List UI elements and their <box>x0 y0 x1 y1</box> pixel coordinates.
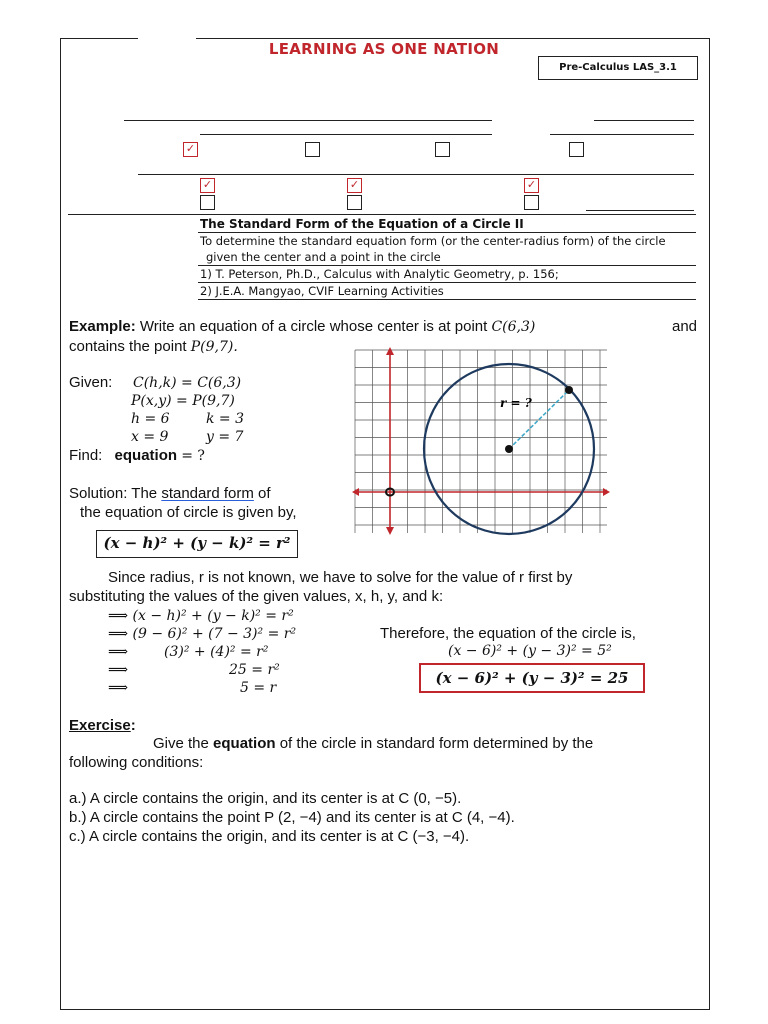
find-rest: = ? <box>181 448 205 464</box>
final-answer-box: (x − 6)² + (y − 3)² = 25 <box>419 663 645 693</box>
given-y: y = 7 <box>206 429 244 445</box>
page-title: LEARNING AS ONE NATION <box>268 40 500 58</box>
divider-line <box>138 174 694 175</box>
example-line-2-text: contains the point <box>69 338 187 355</box>
exercise-intro-line-2: following conditions: <box>69 754 204 771</box>
check-icon: ✓ <box>349 178 360 191</box>
exercise-intro-bold: equation <box>213 735 276 752</box>
objective-line-2: given the center and a point in the circle <box>206 250 441 264</box>
example-and: and <box>672 318 698 335</box>
lesson-title: The Standard Form of the Equation of a Circle II <box>200 217 524 231</box>
x-axis-right-arrow <box>603 488 610 496</box>
solution-the: The <box>131 485 158 502</box>
date-line <box>594 120 694 121</box>
solution-line-1 <box>69 485 271 502</box>
therefore-text: Therefore, the equation of the circle is, <box>380 625 636 642</box>
skill-checkbox-1[interactable] <box>200 178 215 193</box>
radius-paragraph-line-2: substituting the values of the given values, x, h, y, and k: <box>69 588 444 605</box>
solution-of: of <box>258 485 271 502</box>
given-center: C(h,k) = C(6,3) <box>133 375 242 391</box>
y-axis-bottom-arrow <box>386 527 394 535</box>
find-word: equation <box>114 447 178 464</box>
check-icon: ✓ <box>526 178 537 191</box>
example-line-1 <box>69 318 535 335</box>
step-4: 25 = r² <box>229 662 280 678</box>
circle-graph <box>350 345 612 537</box>
skill-checkbox-2[interactable] <box>347 178 362 193</box>
example-label: Example: <box>69 318 136 335</box>
standard-form-formula: (x − h)² + (y − k)² = r² <box>96 530 298 558</box>
step-5-arrow: ⟹ <box>108 680 129 696</box>
exercise-intro-rest: of the circle in standard form determined by the <box>279 735 594 752</box>
step-5: 5 = r <box>240 680 277 696</box>
x-axis-left-arrow <box>352 488 359 496</box>
skill-checkbox-3[interactable] <box>524 178 539 193</box>
given-point-eq: P(x,y) = P(9,7) <box>131 393 235 409</box>
table-top-line <box>68 214 696 215</box>
exercise-heading <box>69 717 136 734</box>
point-dot <box>565 386 573 394</box>
table-row-line <box>198 282 696 283</box>
example-text: Write an equation of a circle whose center is at point <box>139 318 488 335</box>
activity-type-checkbox-2[interactable] <box>305 142 320 157</box>
exercise-title: Exercise <box>69 717 131 734</box>
find-line <box>69 447 205 464</box>
step-2: ⟹ (9 − 6)² + (7 − 3)² = r² <box>108 626 297 642</box>
center-point: C(6,3) <box>491 319 536 335</box>
standard-form-term: standard form <box>161 485 254 502</box>
exercise-item-a: a.) A circle contains the origin, and its center is at C (0, −5). <box>69 790 462 807</box>
step-4-arrow: ⟹ <box>108 662 129 678</box>
skill-checkbox-6[interactable] <box>524 195 539 210</box>
score-line <box>550 134 694 135</box>
result-equation: (x − 6)² + (y − 3)² = 5² <box>448 643 612 659</box>
center-dot <box>505 445 513 453</box>
graph-grid <box>355 350 607 533</box>
given-x: x = 9 <box>131 429 169 445</box>
given-h: h = 6 <box>131 411 170 427</box>
given-label: Given: <box>69 374 113 391</box>
activity-type-checkbox-4[interactable] <box>569 142 584 157</box>
step-3: (3)² + (4)² = r² <box>164 644 269 660</box>
solution-label: Solution: <box>69 485 128 502</box>
exercise-item-b: b.) A circle contains the point P (2, −4) and its center is at C (4, −4). <box>69 809 515 826</box>
given-point: P(9,7). <box>190 339 238 355</box>
module-code-badge: Pre-Calculus LAS_3.1 <box>538 56 698 80</box>
exercise-intro-line-1 <box>153 735 593 752</box>
y-axis-top-arrow <box>386 347 394 355</box>
exercise-colon: : <box>130 717 136 734</box>
step-1: ⟹ (x − h)² + (y − k)² = r² <box>108 608 294 624</box>
check-icon: ✓ <box>185 142 196 155</box>
step-3-arrow: ⟹ <box>108 644 129 660</box>
activity-type-checkbox-3[interactable] <box>435 142 450 157</box>
solution-line-2: the equation of circle is given by, <box>80 504 297 521</box>
section-line <box>200 134 492 135</box>
given-k: k = 3 <box>206 411 245 427</box>
skill-checkbox-5[interactable] <box>347 195 362 210</box>
reference-1: 1) T. Peterson, Ph.D., Calculus with Analytic Geometry, p. 156; <box>200 267 559 281</box>
radius-label: r = ? <box>500 396 532 410</box>
radius-paragraph-line-1: Since radius, r is not known, we have to solve for the value of r first by <box>108 569 573 586</box>
activity-type-checkbox-1[interactable] <box>183 142 198 157</box>
skill-checkbox-4[interactable] <box>200 195 215 210</box>
exercise-item-c: c.) A circle contains the origin, and its center is at C (−3, −4). <box>69 828 470 845</box>
table-row-line <box>198 265 696 266</box>
table-bottom-line <box>198 299 696 300</box>
reference-2: 2) J.E.A. Mangyao, CVIF Learning Activities <box>200 284 444 298</box>
example-line-2 <box>69 338 238 355</box>
name-line <box>124 120 492 121</box>
check-icon: ✓ <box>202 178 213 191</box>
objective-line-1: To determine the standard equation form (or the center-radius form) of the circle <box>200 234 666 248</box>
table-row-line <box>198 232 696 233</box>
exercise-intro-give: Give the <box>153 735 209 752</box>
find-label: Find: <box>69 447 103 464</box>
signature-line <box>586 210 694 211</box>
